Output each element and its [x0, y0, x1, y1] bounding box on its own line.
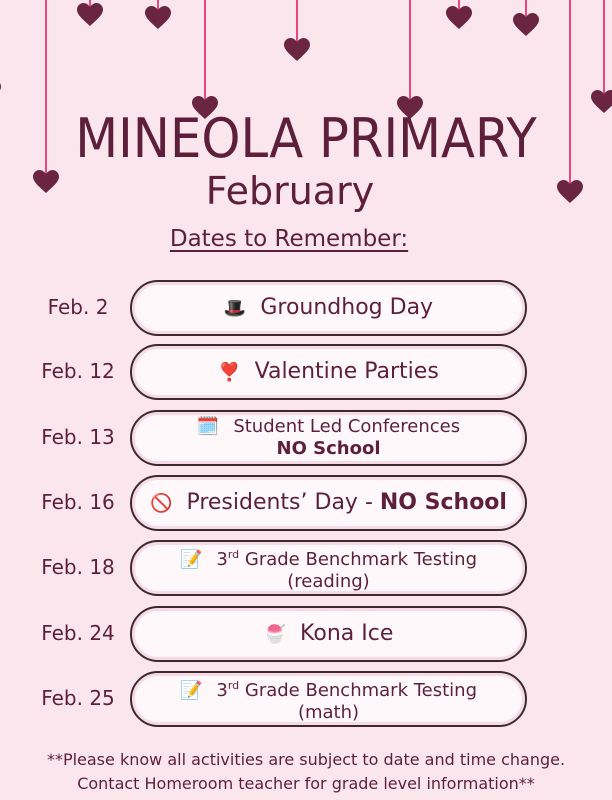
event-line-1 — [264, 621, 394, 648]
event-card — [130, 475, 527, 531]
event-title: Student Led Conferences — [233, 416, 461, 437]
heart-icon — [284, 38, 310, 62]
event-date: Feb. 13 — [41, 425, 115, 449]
event-date: Feb. 18 — [41, 555, 115, 579]
event-card — [130, 344, 527, 400]
memo-icon: 📝 — [179, 548, 203, 570]
grade-suffix: rd — [227, 678, 240, 692]
footer-note — [0, 748, 612, 796]
event-row — [0, 280, 612, 336]
heart-icon — [446, 6, 472, 30]
event-line-2: (reading) — [287, 570, 370, 592]
event-row — [0, 606, 612, 662]
event-line-2: (math) — [297, 701, 360, 723]
heart-icon — [591, 90, 612, 114]
grade-number: 3 — [216, 548, 228, 570]
event-emphasis: NO School — [379, 489, 507, 515]
event-date: Feb. 24 — [41, 621, 115, 645]
event-title: Grade Benchmark Testing — [239, 548, 478, 570]
event-card — [130, 540, 527, 596]
school-title: MINEOLA PRIMARY — [75, 107, 537, 170]
grade-number: 3 — [216, 679, 228, 701]
prohibited-icon: 🚫 — [150, 492, 173, 514]
heart-icon — [0, 80, 1, 104]
event-title: Grade Benchmark Testing — [239, 679, 478, 701]
top-hat-icon: 🎩 — [223, 297, 247, 319]
event-line-1 — [150, 490, 507, 517]
heart-icon — [513, 13, 539, 37]
heart-string — [204, 0, 206, 100]
event-row — [0, 410, 612, 466]
heart-exclamation-icon: ❣️ — [218, 361, 241, 383]
event-row — [0, 344, 612, 400]
event-row — [0, 671, 612, 727]
event-line-1 — [197, 416, 460, 438]
subtitle — [0, 226, 578, 252]
heart-string — [296, 0, 298, 42]
event-date: Feb. 12 — [41, 359, 115, 383]
heart-string — [603, 0, 605, 94]
event-line-1 — [224, 295, 433, 322]
event-card — [130, 606, 527, 662]
event-line-2: NO School — [276, 438, 381, 459]
shaved-ice-icon: 🍧 — [263, 623, 287, 645]
subtitle-text: Dates to Remember: — [169, 226, 409, 252]
event-line-1 — [180, 544, 477, 571]
event-date: Feb. 2 — [47, 295, 109, 319]
event-card — [130, 410, 527, 466]
heart-string — [409, 0, 411, 100]
month-heading: February — [205, 169, 375, 213]
event-date: Feb. 16 — [41, 490, 115, 514]
event-title: Valentine Parties — [254, 358, 439, 384]
footer-line-2: Contact Homeroom teacher for grade level information** — [77, 774, 535, 793]
event-date: Feb. 25 — [41, 686, 115, 710]
heart-icon — [145, 6, 171, 30]
footer-line-1: **Please know all activities are subject to date and time change. — [46, 750, 566, 769]
event-line-1 — [180, 675, 477, 702]
event-title: Presidents’ Day - — [186, 489, 380, 515]
event-row — [0, 475, 612, 531]
heart-icon — [77, 3, 103, 27]
event-title: Groundhog Day — [260, 294, 434, 320]
event-card — [130, 280, 527, 336]
event-row — [0, 540, 612, 596]
event-card — [130, 671, 527, 727]
memo-icon: 📝 — [179, 679, 203, 701]
event-title: Kona Ice — [300, 620, 394, 646]
calendar-icon: 🗓️ — [196, 416, 220, 437]
event-line-1 — [218, 359, 439, 386]
grade-suffix: rd — [227, 547, 240, 561]
